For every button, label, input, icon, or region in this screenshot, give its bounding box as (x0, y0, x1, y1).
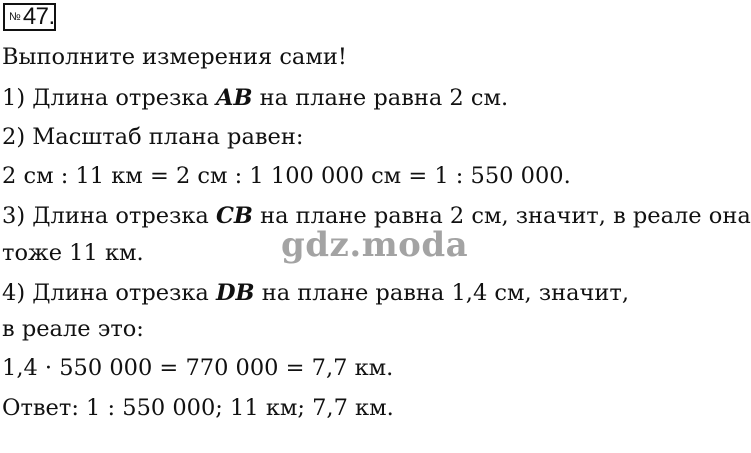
step-1-suffix: на плане равна 2 см. (252, 85, 509, 111)
step-4-suffix: на плане равна 1,4 см, значит, (254, 280, 629, 306)
step-3-continuation: тоже 11 км. (2, 240, 144, 266)
step-4-prefix: 4) Длина отрезка (2, 280, 217, 306)
step-1-line (2, 87, 508, 110)
number-sign: № (9, 11, 21, 23)
step-4-calculation: 1,4 · 550 000 = 770 000 = 7,7 км. (2, 355, 394, 381)
step-3-prefix: 3) Длина отрезка (2, 203, 217, 229)
exercise-number: 47. (22, 3, 55, 30)
step-4-continuation: в реале это: (2, 316, 144, 342)
step-2-line: 2) Масштаб плана равен: (2, 124, 304, 150)
answer-line: Ответ: 1 : 550 000; 11 км; 7,7 км. (2, 395, 394, 421)
segment-cb: CB (216, 203, 253, 229)
step-3-suffix: на плане равна 2 см, значит, в реале она (252, 203, 751, 229)
intro-line: Выполните измерения сами! (2, 44, 347, 70)
segment-db: DB (216, 280, 255, 306)
segment-ab: AB (216, 85, 253, 111)
watermark: gdz.moda (281, 225, 469, 265)
exercise-number-badge (3, 3, 56, 31)
step-1-prefix: 1) Длина отрезка (2, 85, 217, 111)
step-4-line (2, 282, 629, 305)
scale-calculation: 2 см : 11 км = 2 см : 1 100 000 см = 1 : 550 000. (2, 163, 571, 189)
